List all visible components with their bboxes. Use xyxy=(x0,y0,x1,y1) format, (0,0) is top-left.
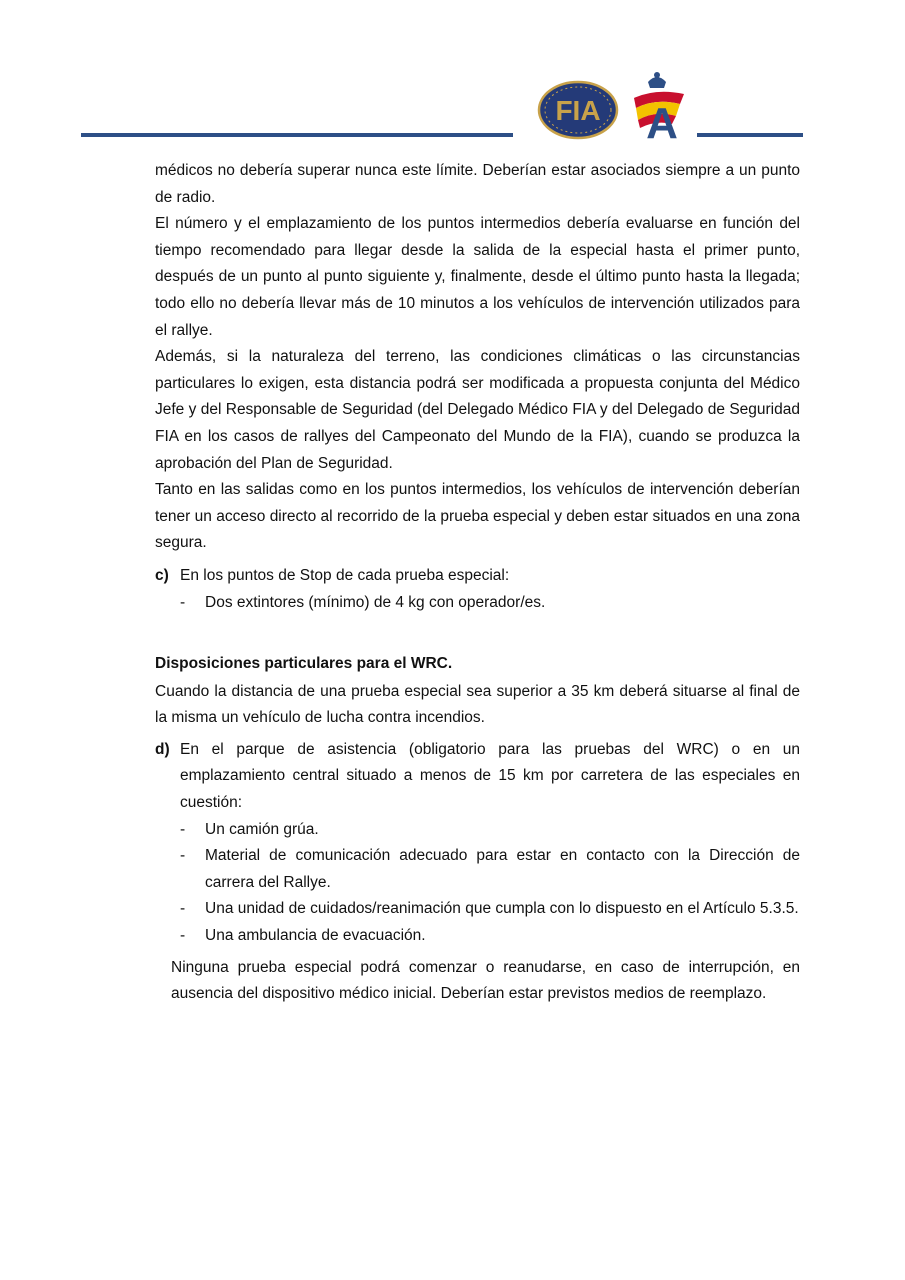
list-item-d xyxy=(155,737,800,817)
rfeda-logo xyxy=(626,70,688,140)
closing-note: Ninguna prueba especial podrá comenzar o reanudarse, en caso de interrupción, en ausencia del dispositivo médico inicial. Deberían estar previstos medios de reemplazo. xyxy=(171,958,800,1003)
bullet-text: Una ambulancia de evacuación. xyxy=(205,927,426,945)
bullet-text: Una unidad de cuidados/reanimación que cumpla con lo dispuesto en el Artículo 5.3.5. xyxy=(205,900,799,918)
document-body xyxy=(155,158,800,1008)
item-text: En el parque de asistencia (obligatorio para las pruebas del WRC) o en un emplazamiento central situado a menos de 15 km por carretera de las especiales en cuestión: xyxy=(180,740,800,812)
bullet-item xyxy=(155,923,800,950)
item-label: c) xyxy=(155,566,169,584)
svg-text:FIA: FIA xyxy=(555,95,601,126)
header-rule-left xyxy=(81,133,513,137)
svg-text:A: A xyxy=(646,99,678,140)
paragraph-wrc: Cuando la distancia de una prueba especial sea superior a 35 km deberá situarse al final de la misma un vehículo de lucha contra incendios. xyxy=(155,682,800,727)
fia-logo xyxy=(537,80,619,140)
bullet-dash: - xyxy=(180,820,186,838)
bullet-item xyxy=(155,843,800,896)
page-header xyxy=(0,0,905,150)
paragraph-2: El número y el emplazamiento de los puntos intermedios debería evaluarse en función del tiempo recomendado para llegar desde la salida de la especial hasta el primer punto, después de un punto al punto siguiente y, finalmente, desde el último punto hasta la llegada; todo ello no debería llevar más de 10 minutos a los vehículos de intervención utilizados para el rallye. xyxy=(155,215,800,339)
bullet-dash: - xyxy=(180,593,186,611)
bullet-dash: - xyxy=(180,927,186,945)
paragraph-4: Tanto en las salidas como en los puntos intermedios, los vehículos de intervención deberían tener un acceso directo al recorrido de la prueba especial y deben estar situados en una zona segura. xyxy=(155,481,800,552)
paragraph-1: médicos no debería superar nunca este límite. Deberían estar asociados siempre a un punto de radio. xyxy=(155,162,800,206)
bullet-text: Un camión grúa. xyxy=(205,820,319,838)
item-label: d) xyxy=(155,740,170,758)
bullet-item xyxy=(155,817,800,844)
bullet-item xyxy=(155,896,800,923)
item-text: En los puntos de Stop de cada prueba especial: xyxy=(180,566,510,584)
bullet-text: Dos extintores (mínimo) de 4 kg con operador/es. xyxy=(205,593,546,611)
paragraph-3: Además, si la naturaleza del terreno, las condiciones climáticas o las circunstancias particulares lo exigen, esta distancia podrá ser modificada a propuesta conjunta del Médico Jefe y del Responsable de Seguridad (del Delegado Médico FIA y del Delegado de Seguridad FIA en los casos de rallyes del Campeonato del Mundo de la FIA), cuando se produzca la aprobación del Plan de Seguridad. xyxy=(155,348,800,472)
bullet-item xyxy=(155,590,800,617)
section-heading: Disposiciones particulares para el WRC. xyxy=(155,655,453,673)
bullet-dash: - xyxy=(180,900,186,918)
bullet-dash: - xyxy=(180,847,186,865)
header-rule-right xyxy=(697,133,803,137)
bullet-text: Material de comunicación adecuado para estar en contacto con la Dirección de carrera del Rallye. xyxy=(205,847,800,891)
list-item-c xyxy=(155,563,800,590)
